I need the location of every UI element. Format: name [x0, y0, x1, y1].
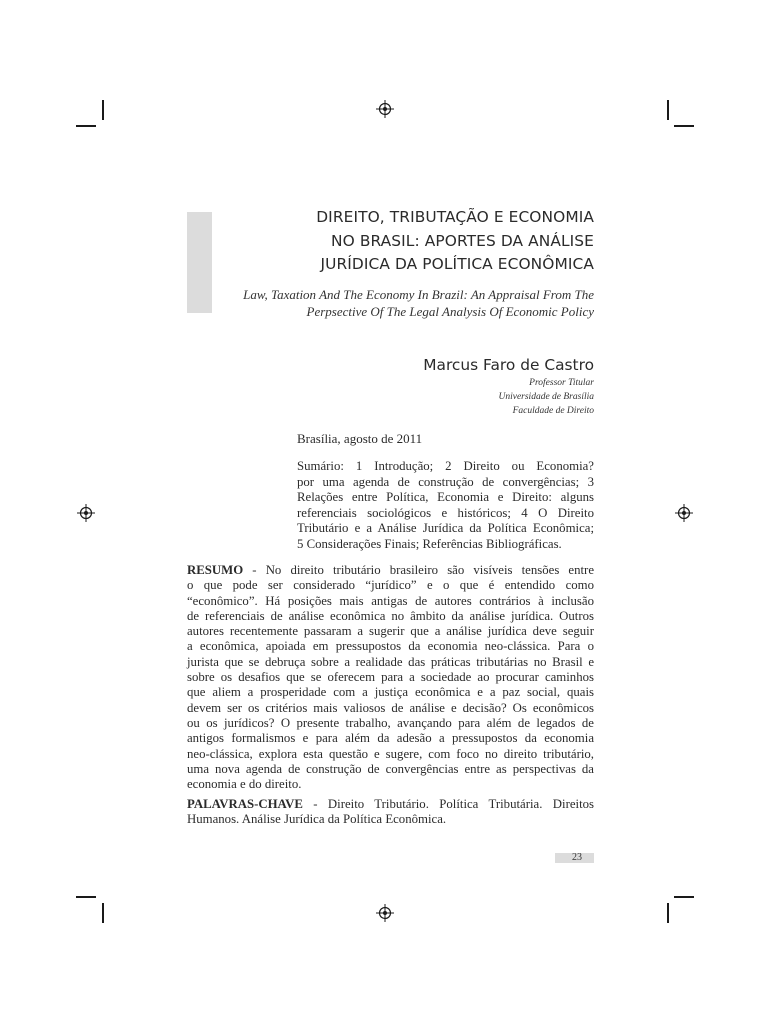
abstract-line: neo-clássica, explora esta questão e sugere, com foco no direito tributário, [187, 746, 594, 761]
abstract-first-line [187, 563, 594, 578]
abstract-line: uma nova agenda de construção de convergências entre as perspectivas da [187, 761, 594, 776]
author-affiliation [300, 376, 594, 418]
summary-line: Sumário: 1 Introdução; 2 Direito ou Economia? [297, 459, 594, 473]
keywords [187, 797, 594, 828]
abstract-line: que aliem a prosperidade com a justiça econômica e a paz social, quais [187, 685, 594, 700]
summary-line: referenciais sociológicos e históricos; 4 O Direito [297, 505, 594, 520]
title-line: NO BRASIL: APORTES DA ANÁLISE [331, 231, 594, 250]
abstract-line: jurista que se debruça sobre a realidade das práticas tributárias no Brasil e [187, 654, 594, 669]
abstract-text: - No direito tributário brasileiro são visíveis tensões entre [243, 563, 594, 577]
affiliation-line: Professor Titular [529, 378, 594, 388]
abstract-line: autores recentemente passaram a sugerir que a análise jurídica deve seguir [187, 624, 594, 639]
abstract [187, 563, 594, 792]
article-title [220, 206, 594, 277]
abstract-line: “econômico”. Há posições mais antigas de autores contrários à inclusão [187, 593, 594, 608]
crop-mark-tr-h [674, 125, 694, 127]
registration-mark-icon [376, 100, 394, 118]
summary-line: por uma agenda de construção de convergências; 3 [297, 474, 594, 489]
abstract-line: a econômica, apoiada em pressupostos da economia neo-clássica. Para o [187, 639, 594, 654]
abstract-line: antigos formalismos e para além da adesão a pressupostos da economia [187, 731, 594, 746]
abstract-label: RESUMO [187, 563, 244, 577]
keywords-first-line [187, 797, 594, 812]
crop-mark-br-h [674, 896, 694, 898]
affiliation-line: Faculdade de Direito [512, 406, 594, 416]
summary-line: Relações entre Política, Economia e Direito: alguns [297, 490, 594, 504]
crop-mark-bl-h [76, 896, 96, 898]
abstract-line: devem ser os critérios mais valiosos de análise e decisão? Os econômicos [187, 700, 594, 715]
crop-mark-bl-v [102, 903, 104, 923]
registration-mark-icon [77, 504, 95, 522]
author-name: Marcus Faro de Castro [423, 356, 594, 374]
title-line: DIREITO, TRIBUTAÇÃO E ECONOMIA [316, 208, 594, 226]
page-number: 23 [572, 852, 582, 863]
summary-line: Tributário e a Análise Jurídica da Política Econômica; [297, 521, 594, 535]
abstract-line: economia e do direito. [187, 777, 302, 792]
crop-mark-br-v [667, 903, 669, 923]
date-line: Brasília, agosto de 2011 [297, 431, 423, 446]
keywords-text: - Direito Tributário. Política Tributária. Direitos [302, 797, 594, 811]
subtitle-line: Law, Taxation And The Economy In Brazil: An Appraisal From The [243, 287, 594, 302]
abstract-line: o que pode ser considerado “jurídico” e o que é entendido como [187, 578, 594, 593]
keywords-line: Humanos. Análise Jurídica da Política Econômica. [187, 812, 447, 827]
title-line: JURÍDICA DA POLÍTICA ECONÔMICA [320, 255, 594, 273]
crop-mark-tl-v [102, 100, 104, 120]
summary-line: 5 Considerações Finais; Referências Bibliográficas. [297, 536, 562, 551]
english-title [200, 287, 594, 320]
affiliation-line: Universidade de Brasília [498, 392, 594, 402]
crop-mark-tl-h [76, 125, 96, 127]
abstract-line: ou os jurídicos? O presente trabalho, avançando para além de legados de [187, 715, 594, 730]
page-number-box [555, 853, 594, 863]
summary [297, 459, 594, 552]
registration-mark-icon [675, 504, 693, 522]
abstract-line: de referenciais de análise econômica no âmbito da análise jurídica. Outros [187, 608, 594, 623]
registration-mark-icon [376, 904, 394, 922]
abstract-line: sobre os desafios que se oferecem para a sociedade ao procurar caminhos [187, 670, 594, 685]
keywords-label: PALAVRAS-CHAVE [187, 797, 303, 811]
subtitle-line: Perpsective Of The Legal Analysis Of Economic Policy [306, 303, 594, 319]
crop-mark-tr-v [667, 100, 669, 120]
